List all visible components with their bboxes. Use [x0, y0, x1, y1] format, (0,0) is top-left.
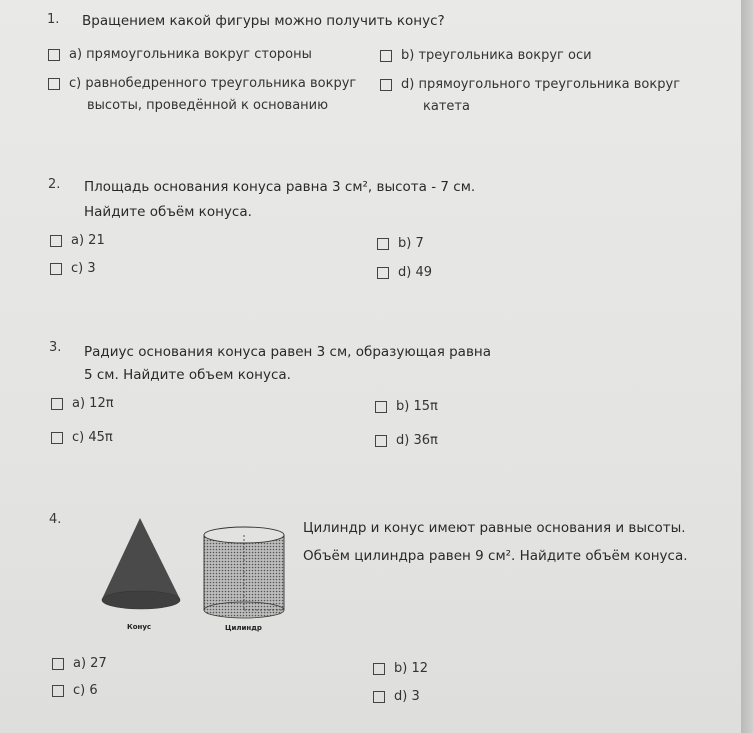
q1-option-d[interactable] [380, 74, 680, 118]
q1-option-b[interactable] [380, 45, 592, 67]
q1-option-b-checkbox[interactable] [380, 50, 392, 62]
q2-option-c-label: c) 3 [71, 261, 96, 276]
q1-number: 1. [47, 12, 60, 27]
q3-option-b-checkbox[interactable] [375, 401, 387, 413]
q3-number: 3. [49, 340, 62, 355]
q3-line2: 5 см. Найдите объем конуса. [84, 367, 291, 383]
q3-option-c-checkbox[interactable] [51, 432, 63, 444]
q4-option-b[interactable] [373, 658, 428, 680]
q2-option-a-checkbox[interactable] [50, 235, 62, 247]
page-edge-shadow [741, 0, 753, 733]
cone-cylinder-figure [95, 515, 295, 640]
q4-option-d[interactable] [373, 686, 420, 708]
q4-number: 4. [49, 512, 62, 527]
q1-option-d-checkbox[interactable] [380, 79, 392, 91]
q1-option-c-checkbox[interactable] [48, 78, 60, 90]
q3-option-c[interactable] [51, 427, 113, 449]
q3-option-c-label: c) 45π [72, 430, 113, 445]
q2-option-c[interactable] [50, 258, 96, 280]
cylinder-label: Цилиндр [225, 624, 262, 632]
q4-option-a[interactable] [52, 653, 107, 675]
q3-option-d-checkbox[interactable] [375, 435, 387, 447]
q2-line1: Площадь основания конуса равна 3 см², высота - 7 см. [84, 179, 476, 195]
q4-option-c-label: c) 6 [73, 683, 98, 698]
q3-option-a-label: a) 12π [72, 396, 114, 411]
q2-option-a[interactable] [50, 230, 105, 252]
q4-option-a-checkbox[interactable] [52, 658, 64, 670]
q3-option-b-label: b) 15π [396, 399, 438, 414]
q4-option-d-label: d) 3 [394, 689, 420, 704]
q4-option-c-checkbox[interactable] [52, 685, 64, 697]
q4-option-a-label: a) 27 [73, 656, 107, 671]
q1-option-c-label-line1: c) равнобедренного треугольника вокруг [69, 76, 357, 91]
q3-option-b[interactable] [375, 396, 438, 418]
q2-line2: Найдите объём конуса. [84, 204, 252, 220]
q2-option-d-label: d) 49 [398, 265, 432, 280]
q2-option-c-checkbox[interactable] [50, 263, 62, 275]
q4-option-b-label: b) 12 [394, 661, 428, 676]
q1-option-a-checkbox[interactable] [48, 49, 60, 61]
q1-text: Вращением какой фигуры можно получить конус? [82, 13, 445, 29]
q1-option-b-label: b) треугольника вокруг оси [401, 48, 592, 63]
q1-option-d-label-line1: d) прямоугольного треугольника вокруг [401, 77, 681, 92]
q4-line1: Цилиндр и конус имеют равные основания и высоты. [303, 520, 686, 536]
cylinder-shape [204, 527, 284, 618]
q1-option-d-label-line2: катета [423, 99, 470, 114]
cone-label: Конус [127, 623, 152, 631]
q2-option-d[interactable] [377, 262, 432, 284]
q4-option-c[interactable] [52, 680, 98, 702]
q3-option-a[interactable] [51, 393, 114, 415]
q1-option-a-label: a) прямоугольника вокруг стороны [69, 47, 312, 62]
q2-number: 2. [48, 177, 61, 192]
q3-option-d[interactable] [375, 430, 438, 452]
q3-line1: Радиус основания конуса равен 3 см, образующая равна [84, 344, 491, 360]
q4-option-d-checkbox[interactable] [373, 691, 385, 703]
q3-option-d-label: d) 36π [396, 433, 438, 448]
q1-option-c-label-line2: высоты, проведённой к основанию [87, 98, 329, 113]
q4-line2: Объём цилиндра равен 9 см². Найдите объём конуса. [303, 548, 688, 564]
q1-option-c[interactable] [48, 73, 356, 117]
q2-option-b[interactable] [377, 233, 424, 255]
q2-option-d-checkbox[interactable] [377, 267, 389, 279]
q2-option-a-label: a) 21 [71, 233, 105, 248]
q2-option-b-checkbox[interactable] [377, 238, 389, 250]
q2-option-b-label: b) 7 [398, 236, 424, 251]
q1-option-a[interactable] [48, 44, 312, 66]
cone-shape [102, 518, 180, 609]
q4-option-b-checkbox[interactable] [373, 663, 385, 675]
q3-option-a-checkbox[interactable] [51, 398, 63, 410]
